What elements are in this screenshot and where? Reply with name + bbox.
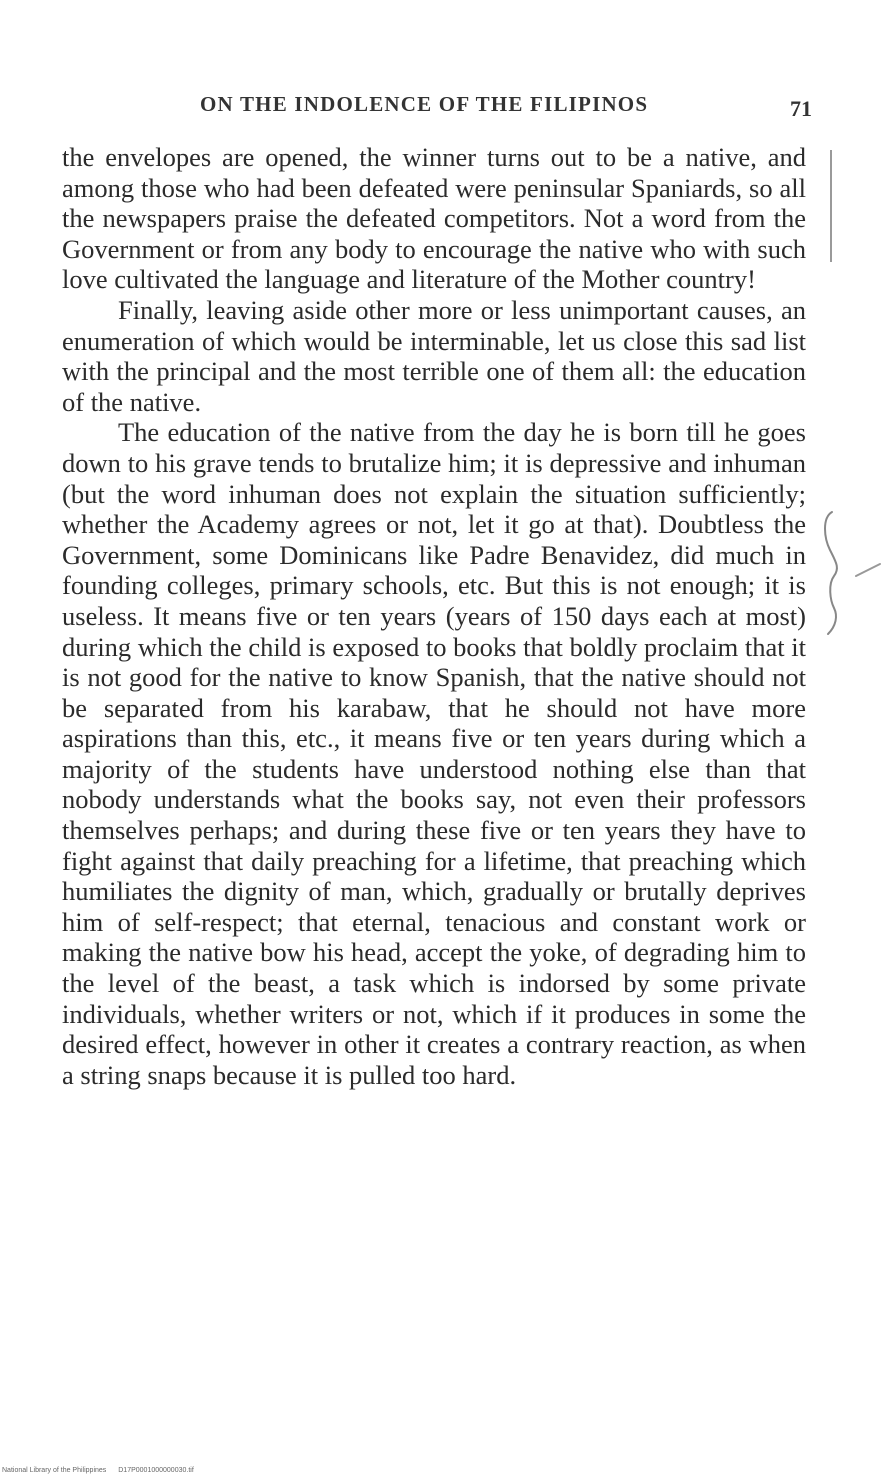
running-head <box>62 92 812 126</box>
margin-bar-mark <box>830 150 832 262</box>
margin-brace-mark <box>820 508 882 640</box>
running-title: ON THE INDOLENCE OF THE FILIPINOS <box>200 92 649 116</box>
scan-footer <box>2 1467 194 1474</box>
body-text <box>62 142 806 1090</box>
footer-identifier: D17P0001000000030.tif <box>118 1467 194 1474</box>
paragraph-2: Finally, leaving aside other more or less unimportant causes, an enumeration of which would be interminable, let us close this sad list with the principal and the most terrible one of them all: the education of the native. <box>62 294 806 417</box>
paragraph-3: The education of the native from the day he is born till he goes down to his grave tends to brutalize him; it is depressive and inhuman (but the word inhuman does not explain the situation sufficiently; whether the Academy agrees or not, let it go at that). Doubtless the Government, some Dominicans like Padre Benavidez, did much in founding colleges, primary schools, etc. But this is not enough; it is useless. It means five or ten years (years of 150 days each at most) during which the child is exposed to books that boldly proclaim that it is not good for the native to know Spanish, that the native should not be separated from his karabaw, that he should not have more aspirations than this, etc., it means five or ten years during which a majority of the students have understood nothing else than that nobody understands what the books say, not even their professors themselves perhaps; and during these five or ten years they have to fight against that daily preaching for a lifetime, that preaching which humiliates the dignity of man, which, gradually or brutally deprives him of self-respect; that eternal, tenacious and constant work or making the native bow his head, accept the yoke, of degrading him to the level of the beast, a task which is indorsed by some private individuals, whether writers or not, which if it produces in some the desired effect, however in other it creates a contrary reaction, as when a string snaps because it is pulled too hard. <box>62 417 806 1090</box>
page-number: 71 <box>790 96 812 121</box>
paragraph-1: the envelopes are opened, the winner turns out to be a native, and among those who had been defeated were peninsular Spaniards, so all the newspapers praise the defeated competitors. Not a word from the Government or from any body to encourage the native who with such love cultivated the language and literature of the Mother country! <box>62 142 806 295</box>
footer-library: National Library of the Philippines <box>2 1467 107 1474</box>
